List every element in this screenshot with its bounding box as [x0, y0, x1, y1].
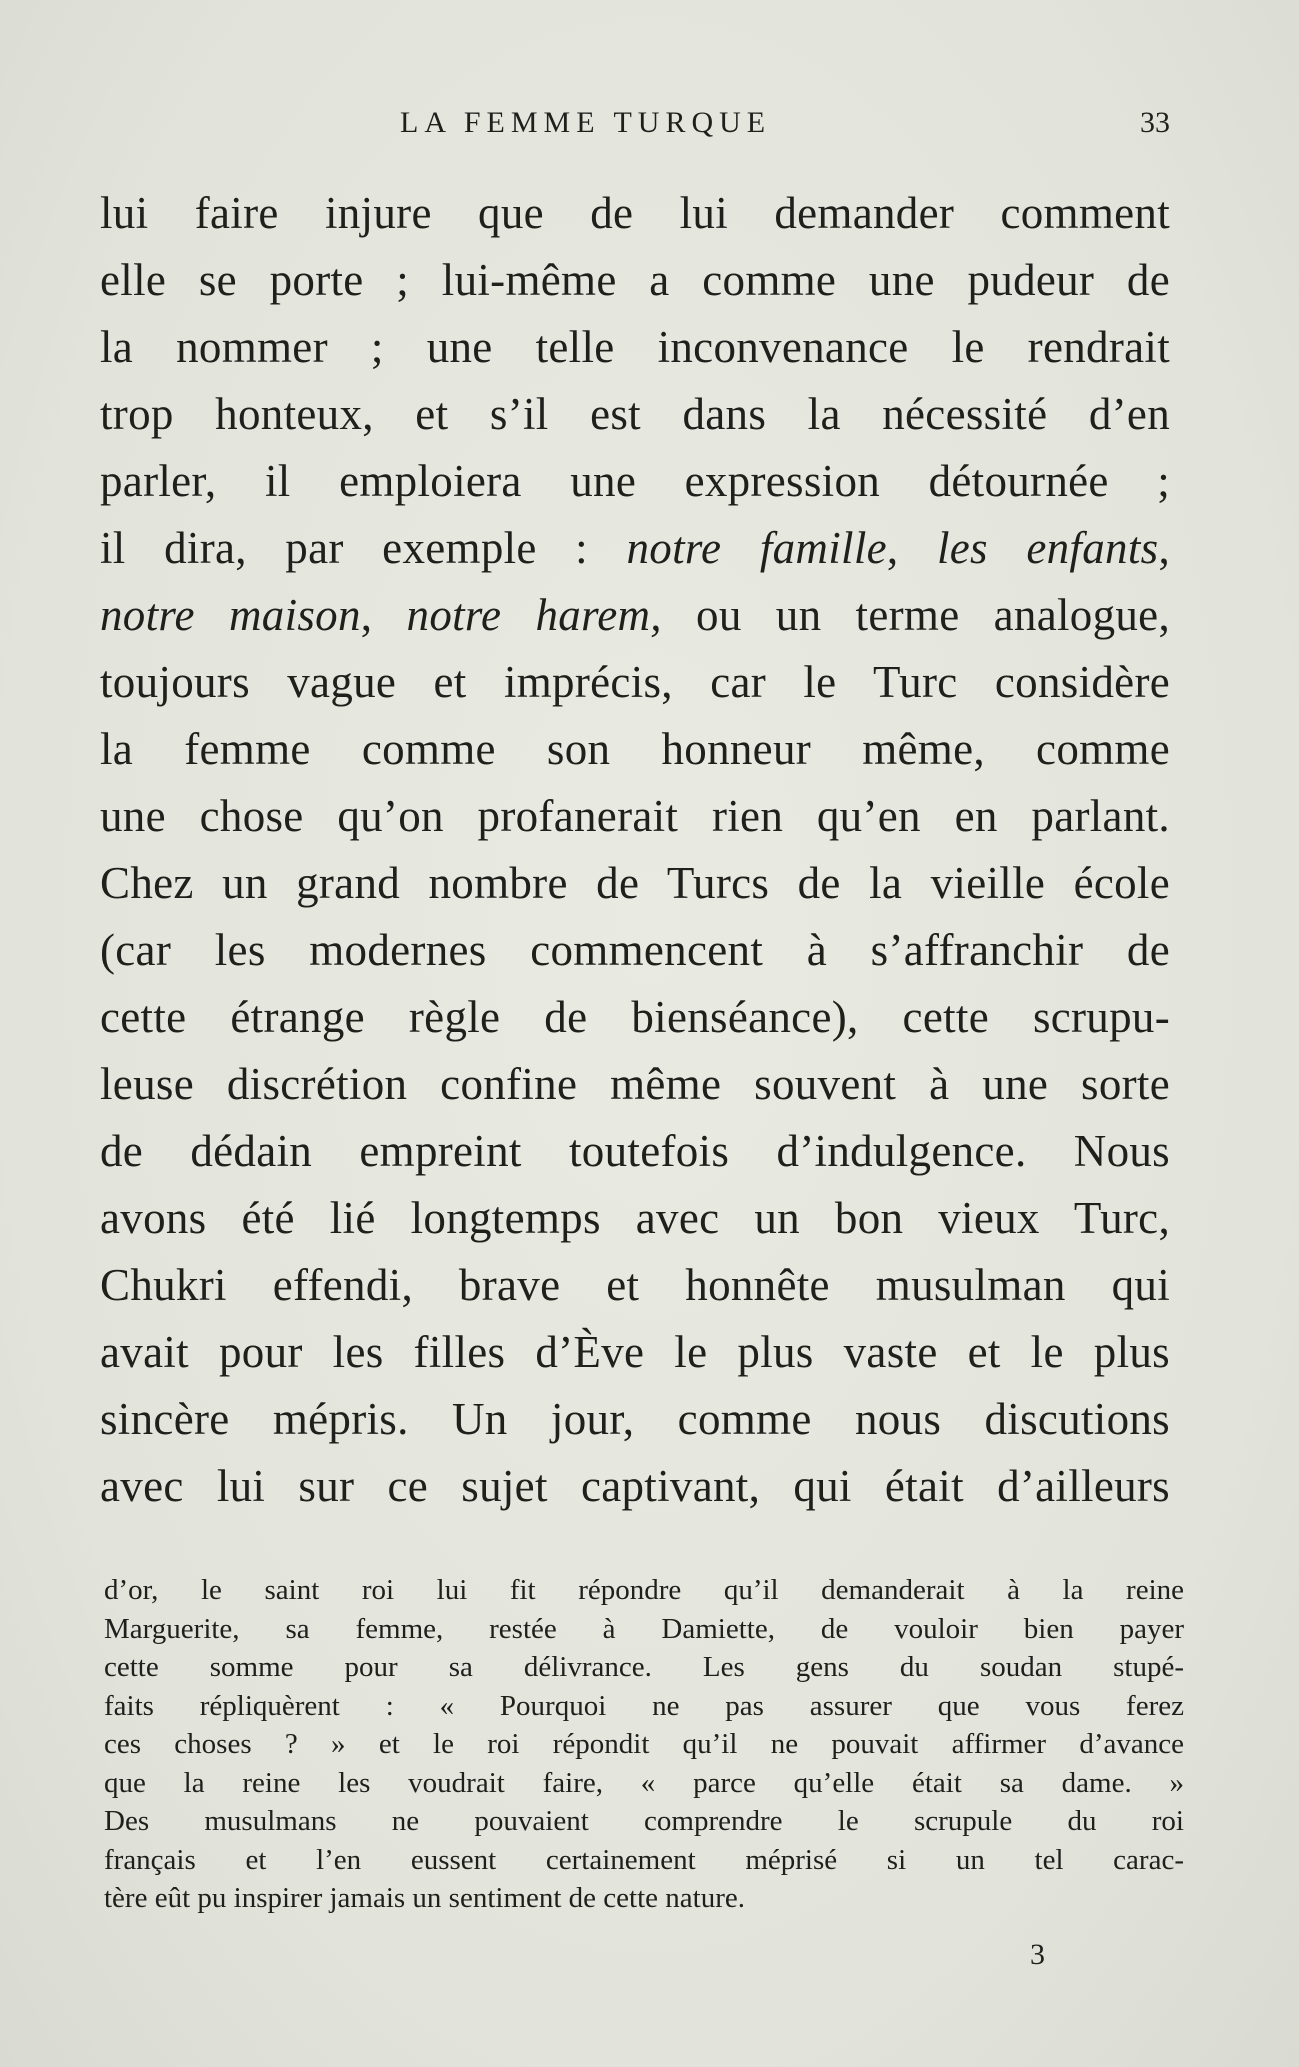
footnote-line: que la reine les voudrait faire, « parce qu’elle était sa dame. »: [104, 1766, 1184, 1799]
page-number: 33: [1140, 106, 1170, 139]
text-line: leuse discrétion confine même souvent à une sorte: [100, 1059, 1170, 1109]
footnote-line: ces choses ? » et le roi répondit qu’il ne pouvait affirmer d’avance: [104, 1728, 1184, 1760]
italic-phrase: les enfants: [936, 523, 1159, 573]
footnote-line: d’or, le saint roi lui fit répondre qu’il demanderait à la reine: [104, 1574, 1184, 1606]
page-header: [100, 106, 1170, 146]
footnote-line: Marguerite, sa femme, restée à Damiette, de vouloir bien payer: [104, 1612, 1184, 1645]
text-line: Chukri effendi, brave et honnête musulman qui: [100, 1260, 1170, 1310]
footnote-line: Des musulmans ne pouvaient comprendre le scrupule du roi: [104, 1805, 1184, 1837]
footnote-line: tère eût pu inspirer jamais un sentiment de cette nature.: [104, 1882, 745, 1914]
text-line: Chez un grand nombre de Turcs de la vieille école: [100, 858, 1170, 908]
text-line: la nommer ; une telle inconvenance le rendrait: [100, 322, 1170, 372]
text-line: elle se porte ; lui-même a comme une pudeur de: [100, 255, 1170, 305]
footnote-line: français et l’en eussent certainement méprisé si un tel carac-: [104, 1843, 1184, 1876]
text-line: de dédain empreint toutefois d’indulgence. Nous: [100, 1126, 1170, 1176]
text-line: toujours vague et imprécis, car le Turc considère: [100, 657, 1170, 707]
italic-phrase: notre famille: [626, 523, 887, 573]
footnote-line: cette somme pour sa délivrance. Les gens du soudan stupé-: [104, 1651, 1184, 1683]
text-line: trop honteux, et s’il est dans la nécessité d’en: [100, 389, 1170, 439]
footnote-line: faits répliquèrent : « Pourquoi ne pas assurer que vous ferez: [104, 1689, 1184, 1722]
text-line: sincère mépris. Un jour, comme nous discutions: [100, 1394, 1170, 1444]
signature-mark: 3: [1030, 1938, 1045, 1971]
text-line: il dira, par exemple : notre famille, les enfants,: [100, 523, 1171, 573]
italic-phrase: notre harem,: [406, 590, 662, 640]
italic-phrase: notre maison: [100, 590, 361, 640]
footnote: [104, 1571, 1184, 1918]
text-line: la femme comme son honneur même, comme: [100, 724, 1170, 774]
running-title: LA FEMME TURQUE: [400, 106, 772, 139]
text-line: avec lui sur ce sujet captivant, qui était d’ailleurs: [100, 1461, 1170, 1511]
text-line: (car les modernes commencent à s’affranchir de: [100, 925, 1170, 975]
text-line: cette étrange règle de bienséance), cette scrupu-: [100, 992, 1170, 1042]
text-line: lui faire injure que de lui demander comment: [100, 188, 1170, 238]
text-line: une chose qu’on profanerait rien qu’en en parlant.: [100, 791, 1170, 841]
text-line: parler, il emploiera une expression détournée ;: [100, 456, 1170, 506]
text-line: notre maison, notre harem, ou un terme analogue,: [100, 590, 1170, 640]
body-text: [100, 180, 1170, 1520]
text-line: avait pour les filles d’Ève le plus vaste et le plus: [100, 1327, 1170, 1377]
text-line: avons été lié longtemps avec un bon vieux Turc,: [100, 1193, 1170, 1243]
